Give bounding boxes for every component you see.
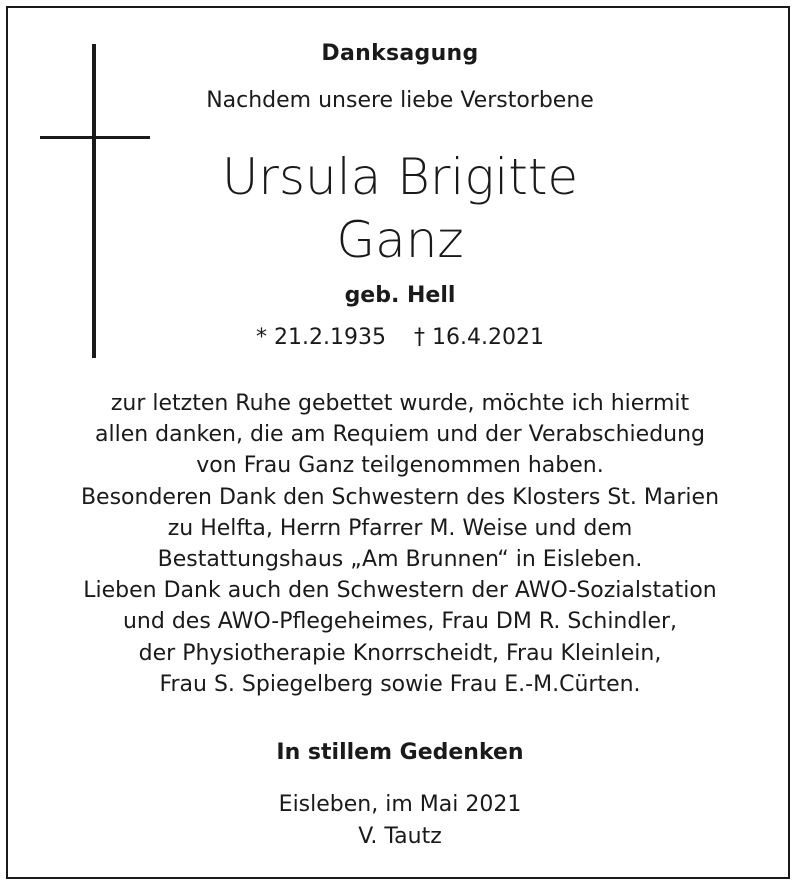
body-line: Besonderen Dank den Schwestern des Klosters St. Marien [80, 484, 720, 510]
body-line: Bestattungshaus „Am Brunnen“ in Eisleben. [157, 547, 643, 573]
body-line: allen danken, die am Requiem und der Verabschiedung [94, 422, 706, 448]
body-line: zur letzten Ruhe gebettet wurde, möchte ich hiermit [110, 391, 690, 416]
cross-horizontal-bar [40, 136, 150, 139]
body-line: der Physiotherapie Knorrscheidt, Frau Kleinlein, [138, 640, 662, 666]
signer-name: V. Tautz [358, 824, 442, 849]
body-line: Lieben Dank auch den Schwestern der AWO-Sozialstation [83, 578, 717, 604]
thank-you-text [0, 388, 800, 700]
body-line: zu Helfta, Herrn Pfarrer M. Weise und dem [167, 515, 633, 541]
body-line: und des AWO-Pflegeheimes, Frau DM R. Schindler, [122, 609, 678, 635]
body-line: von Frau Ganz teilgenommen haben. [196, 453, 604, 479]
deceased-first-names: Ursula Brigitte [221, 148, 579, 206]
deceased-last-name: Ganz [336, 211, 464, 269]
body-line: Frau S. Spiegelberg sowie Frau E.-M.Cürten. [159, 671, 641, 697]
intro-text: Nachdem unsere liebe Verstorbene [206, 88, 594, 113]
life-dates [0, 325, 800, 350]
notice-heading: Danksagung [321, 41, 479, 66]
death-date: † 16.4.2021 [414, 325, 544, 350]
place-and-date: Eisleben, im Mai 2021 [278, 792, 522, 817]
closing-phrase: In stillem Gedenken [276, 740, 524, 765]
birth-date: * 21.2.1935 [256, 325, 386, 350]
maiden-name: geb. Hell [344, 283, 456, 308]
